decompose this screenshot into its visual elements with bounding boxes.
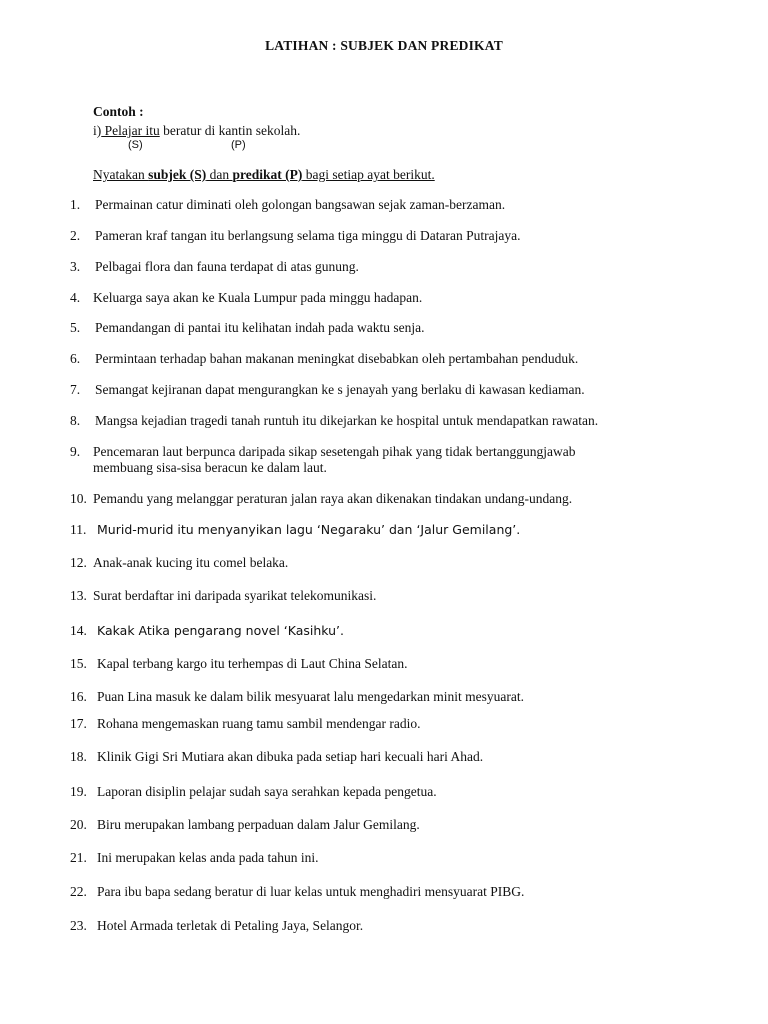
example-label: Contoh : — [93, 104, 144, 119]
exercise-item — [70, 656, 710, 672]
exercise-item — [70, 290, 710, 306]
exercise-item — [70, 320, 710, 336]
item-text: Biru merupakan lambang perpaduan dalam Jalur Gemilang. — [97, 817, 420, 832]
item-number: 8. — [70, 413, 81, 428]
example-sentence — [93, 122, 300, 139]
item-text: Pelbagai flora dan fauna terdapat di atas gunung. — [95, 259, 359, 274]
example-prefix: i) — [93, 123, 102, 138]
item-text: Permintaan terhadap bahan makanan meningkat disebabkan oleh pertambahan penduduk. — [95, 351, 579, 366]
exercise-item — [70, 623, 710, 639]
item-text-continued: membuang sisa-sisa beracun ke dalam laut. — [93, 460, 327, 475]
exercise-item — [70, 850, 710, 866]
exercise-item — [70, 491, 710, 507]
item-text: Pemandu yang melanggar peraturan jalan raya akan dikenakan tindakan undang-undang. — [93, 491, 573, 506]
exercise-item — [70, 716, 710, 732]
item-text: Kapal terbang kargo itu terhempas di Laut China Selatan. — [97, 656, 408, 671]
item-text: Anak-anak kucing itu comel belaka. — [93, 555, 289, 570]
exercise-item — [70, 784, 710, 800]
instruction-text: bagi setiap ayat berikut. — [302, 167, 435, 182]
item-number: 14. — [70, 623, 87, 638]
item-number: 22. — [70, 884, 87, 899]
item-text: Laporan disiplin pelajar sudah saya serahkan kepada pengetua. — [97, 784, 437, 799]
exercise-item — [70, 444, 710, 476]
instruction-text: Nyatakan — [93, 167, 149, 182]
item-text: Surat berdaftar ini daripada syarikat telekomunikasi. — [93, 588, 377, 603]
item-number: 13. — [70, 588, 87, 603]
item-number: 3. — [70, 259, 81, 274]
example-block — [93, 103, 300, 153]
item-number: 7. — [70, 382, 81, 397]
item-text: Permainan catur diminati oleh golongan bangsawan sejak zaman-berzaman. — [95, 197, 506, 212]
item-text: Murid-murid itu menyanyikan lagu ‘Negaraku’ dan ‘Jalur Gemilang’. — [97, 522, 521, 537]
example-markers — [93, 139, 300, 153]
item-number: 2. — [70, 228, 81, 243]
exercise-item — [70, 817, 710, 833]
item-number: 23. — [70, 918, 87, 933]
instruction — [93, 166, 435, 183]
exercise-item — [70, 351, 710, 367]
exercise-item — [70, 555, 710, 571]
exercise-item — [70, 413, 710, 429]
example-predicate: beratur di kantin sekolah. — [159, 123, 301, 138]
exercise-item — [70, 259, 710, 275]
exercise-item — [70, 197, 710, 213]
exercise-item — [70, 588, 710, 604]
instruction-text: dan — [206, 167, 233, 182]
instruction-subject-term: subjek (S) — [148, 167, 207, 182]
item-number: 12. — [70, 555, 87, 570]
exercise-item — [70, 749, 710, 765]
exercise-item — [70, 382, 710, 398]
item-text: Pemandangan di pantai itu kelihatan indah pada waktu senja. — [95, 320, 425, 335]
exercise-item — [70, 522, 710, 538]
item-number: 6. — [70, 351, 81, 366]
item-number: 4. — [70, 290, 81, 305]
item-text: Puan Lina masuk ke dalam bilik mesyuarat lalu mengedarkan minit mesyuarat. — [97, 689, 525, 704]
item-number: 19. — [70, 784, 87, 799]
item-text: Klinik Gigi Sri Mutiara akan dibuka pada setiap hari kecuali hari Ahad. — [97, 749, 484, 764]
predicate-marker: (P) — [231, 139, 246, 151]
item-number: 5. — [70, 320, 81, 335]
item-number: 18. — [70, 749, 87, 764]
exercise-item — [70, 918, 710, 934]
item-number: 21. — [70, 850, 87, 865]
item-number: 1. — [70, 197, 81, 212]
subject-marker: (S) — [128, 139, 143, 151]
example-subject: Pelajar itu — [101, 123, 160, 138]
item-text: Keluarga saya akan ke Kuala Lumpur pada minggu hadapan. — [93, 290, 423, 305]
page-title: LATIHAN : SUBJEK DAN PREDIKAT — [265, 38, 503, 53]
item-number: 11. — [70, 522, 87, 537]
item-number: 10. — [70, 491, 87, 506]
exercise-item — [70, 228, 710, 244]
item-number: 20. — [70, 817, 87, 832]
item-text: Kakak Atika pengarang novel ‘Kasihku’. — [97, 623, 345, 638]
item-text: Para ibu bapa sedang beratur di luar kelas untuk menghadiri mensyuarat PIBG. — [97, 884, 525, 899]
item-number: 9. — [70, 444, 81, 459]
item-text: Pencemaran laut berpunca daripada sikap sesetengah pihak yang tidak bertanggungjawab — [93, 444, 576, 459]
item-number: 17. — [70, 716, 87, 731]
item-text: Ini merupakan kelas anda pada tahun ini. — [97, 850, 319, 865]
item-text: Rohana mengemaskan ruang tamu sambil mendengar radio. — [97, 716, 421, 731]
item-text: Pameran kraf tangan itu berlangsung selama tiga minggu di Dataran Putrajaya. — [95, 228, 521, 243]
item-text: Hotel Armada terletak di Petaling Jaya, Selangor. — [97, 918, 364, 933]
item-number: 16. — [70, 689, 87, 704]
exercise-item — [70, 689, 710, 705]
item-text: Mangsa kejadian tragedi tanah runtuh itu dikejarkan ke hospital untuk mendapatkan rawatan. — [95, 413, 599, 428]
item-number: 15. — [70, 656, 87, 671]
exercise-item — [70, 884, 710, 900]
item-text: Semangat kejiranan dapat mengurangkan ke s jenayah yang berlaku di kawasan kediaman. — [95, 382, 585, 397]
instruction-predicate-term: predikat (P) — [232, 167, 303, 182]
